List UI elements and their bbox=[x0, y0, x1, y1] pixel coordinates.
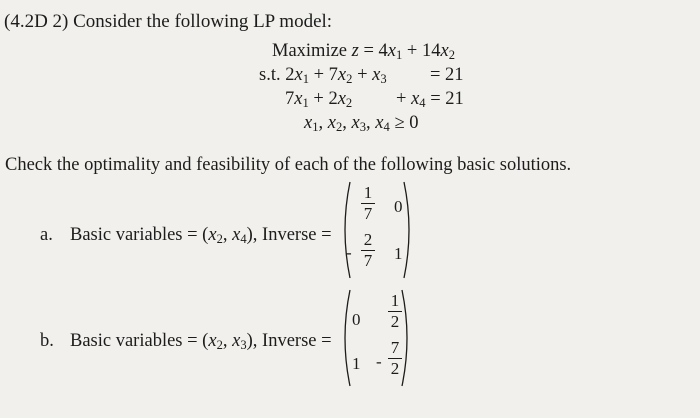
part-a-label: a. bbox=[40, 225, 53, 245]
part-b-label: b. bbox=[40, 331, 54, 351]
matrix-b-brackets bbox=[338, 288, 418, 388]
matrix-b-r2c2: 7 2 bbox=[384, 339, 406, 378]
problem-header: (4.2D 2) Consider the following LP model: bbox=[4, 11, 333, 32]
matrix-a-r2c1-sign: - bbox=[346, 243, 352, 262]
matrix-a-r1c2: 0 bbox=[394, 197, 403, 216]
part-b-text: Basic variables = ($x_2$, $x_3$), Inverse = bbox=[70, 331, 332, 353]
instruction-text: Check the optimality and feasibility of each of the following basic solutions. bbox=[5, 155, 572, 175]
matrix-b-r1c1: 0 bbox=[352, 310, 361, 329]
objective-function: Maximize $z = 4x_1 + 14x_2$ bbox=[272, 41, 455, 63]
matrix-b-r1c2: 1 2 bbox=[384, 292, 406, 331]
constraint-2-rhs: + $x_4 = 21$ bbox=[396, 89, 464, 111]
part-a-text: Basic variables = ($x_2$, $x_4$), Inverse = bbox=[70, 225, 332, 247]
matrix-b-r2c1: 1 bbox=[352, 354, 361, 373]
constraint-1-rhs: = 21 bbox=[430, 65, 464, 85]
nonnegativity-constraint: $x_1$, $x_2$, $x_3$, $x_4 \ge 0$ bbox=[304, 113, 419, 135]
matrix-a-r2c1: 2 7 bbox=[357, 231, 379, 270]
constraint-1: s.t. $2x_1 + 7x_2 + x_3$ bbox=[259, 65, 387, 87]
matrix-b-r2c2-sign: - bbox=[376, 352, 382, 371]
constraint-2: $7x_1 + 2x_2$ bbox=[285, 89, 353, 111]
matrix-a-r1c1: 1 7 bbox=[357, 184, 379, 223]
matrix-a-r2c2: 1 bbox=[394, 244, 403, 263]
